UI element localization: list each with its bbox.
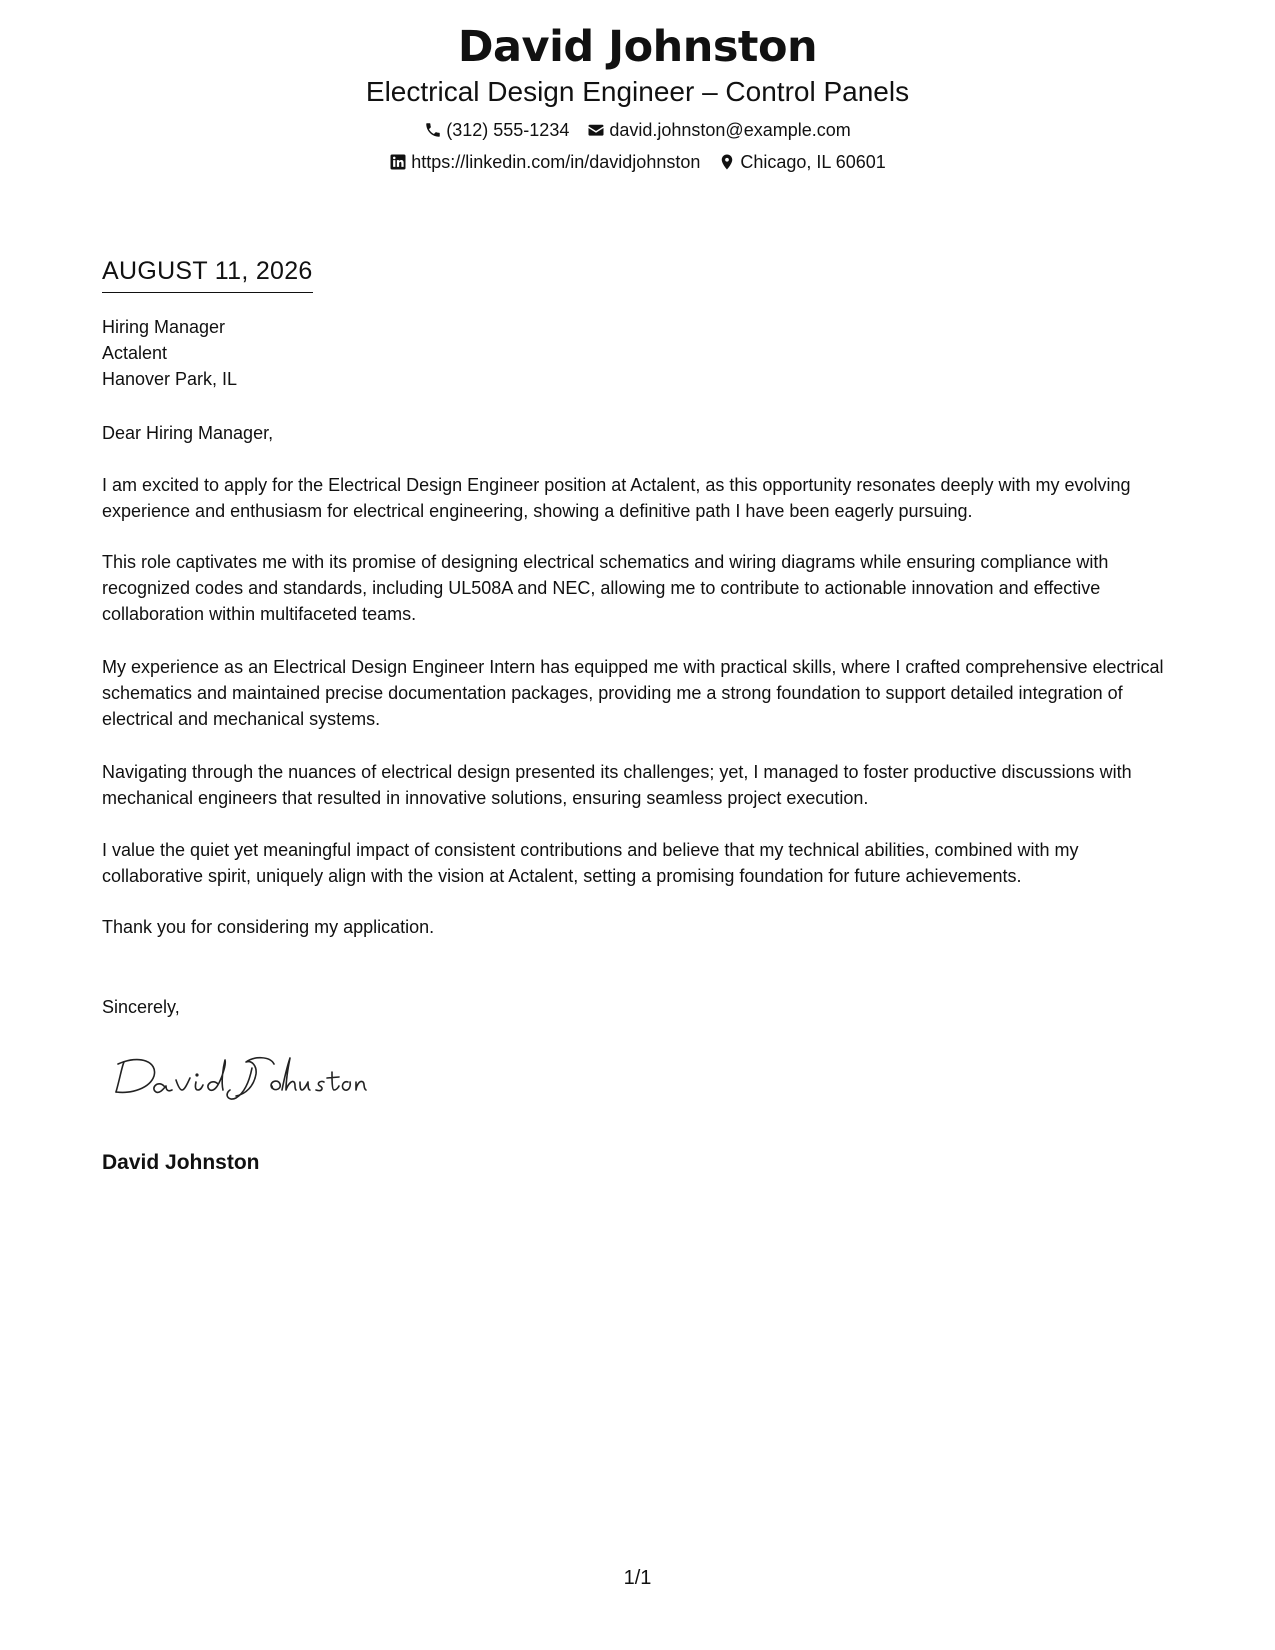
recipient-block bbox=[102, 314, 237, 392]
recipient-name: Hiring Manager bbox=[102, 317, 226, 337]
paragraph: My experience as an Electrical Design Engineer Intern has equipped me with practical skills, where I crafted comprehensive electrical schematics and maintained precise documentation packages, providing me a strong foundation to support detailed integration of electrical and mechanical systems. bbox=[102, 657, 1164, 729]
location-contact bbox=[718, 150, 885, 174]
salutation: Dear Hiring Manager, bbox=[102, 423, 274, 443]
handwritten-signature bbox=[110, 1050, 370, 1110]
signer-name: David Johnston bbox=[102, 1151, 260, 1174]
paragraph: I am excited to apply for the Electrical Design Engineer position at Actalent, as this opportunity resonates deeply with my evolving experience and enthusiasm for electrical engineering, showing a definitive path I have been eagerly pursuing. bbox=[102, 475, 1131, 521]
envelope-icon bbox=[587, 121, 605, 139]
recipient-location: Hanover Park, IL bbox=[102, 369, 238, 389]
phone-icon bbox=[424, 121, 442, 139]
paragraph: I value the quiet yet meaningful impact of consistent contributions and believe that my technical abilities, combined with my collaborative spirit, uniquely align with the vision at Actalent, setting a promising foundation for future achievements. bbox=[102, 840, 1079, 886]
linkedin-url: https://linkedin.com/in/davidjohnston bbox=[411, 152, 701, 172]
paragraph: This role captivates me with its promise of designing electrical schematics and wiring diagrams while ensuring compliance with recognized codes and standards, including UL508A and NEC, allowing me to contribute to actionable innovation and effective collaboration within multifaceted teams. bbox=[102, 552, 1109, 624]
applicant-title: Electrical Design Engineer – Control Panels bbox=[365, 76, 910, 107]
email-address: david.johnston@example.com bbox=[609, 120, 851, 140]
phone-number: (312) 555-1234 bbox=[446, 120, 570, 140]
closing-thanks: Thank you for considering my application. bbox=[102, 917, 435, 937]
linkedin-icon bbox=[389, 153, 407, 171]
linkedin-contact bbox=[389, 150, 700, 174]
location-text: Chicago, IL 60601 bbox=[740, 152, 886, 172]
email-contact bbox=[587, 118, 850, 142]
contact-line-2 bbox=[0, 150, 1275, 174]
phone-contact bbox=[424, 118, 569, 142]
page-number: 1/1 bbox=[623, 1567, 652, 1589]
letter-date: AUGUST 11, 2026 bbox=[102, 256, 313, 293]
letter-header bbox=[0, 20, 1275, 174]
applicant-name: David Johnston bbox=[457, 22, 818, 72]
contact-line-1 bbox=[0, 118, 1275, 142]
sign-off: Sincerely, bbox=[102, 997, 180, 1017]
paragraph: Navigating through the nuances of electrical design presented its challenges; yet, I managed to foster productive discussions with mechanical engineers that resulted in innovative solutions, ensuring seamless project execution. bbox=[102, 762, 1132, 808]
recipient-company: Actalent bbox=[102, 343, 168, 363]
map-marker-icon bbox=[718, 153, 736, 171]
